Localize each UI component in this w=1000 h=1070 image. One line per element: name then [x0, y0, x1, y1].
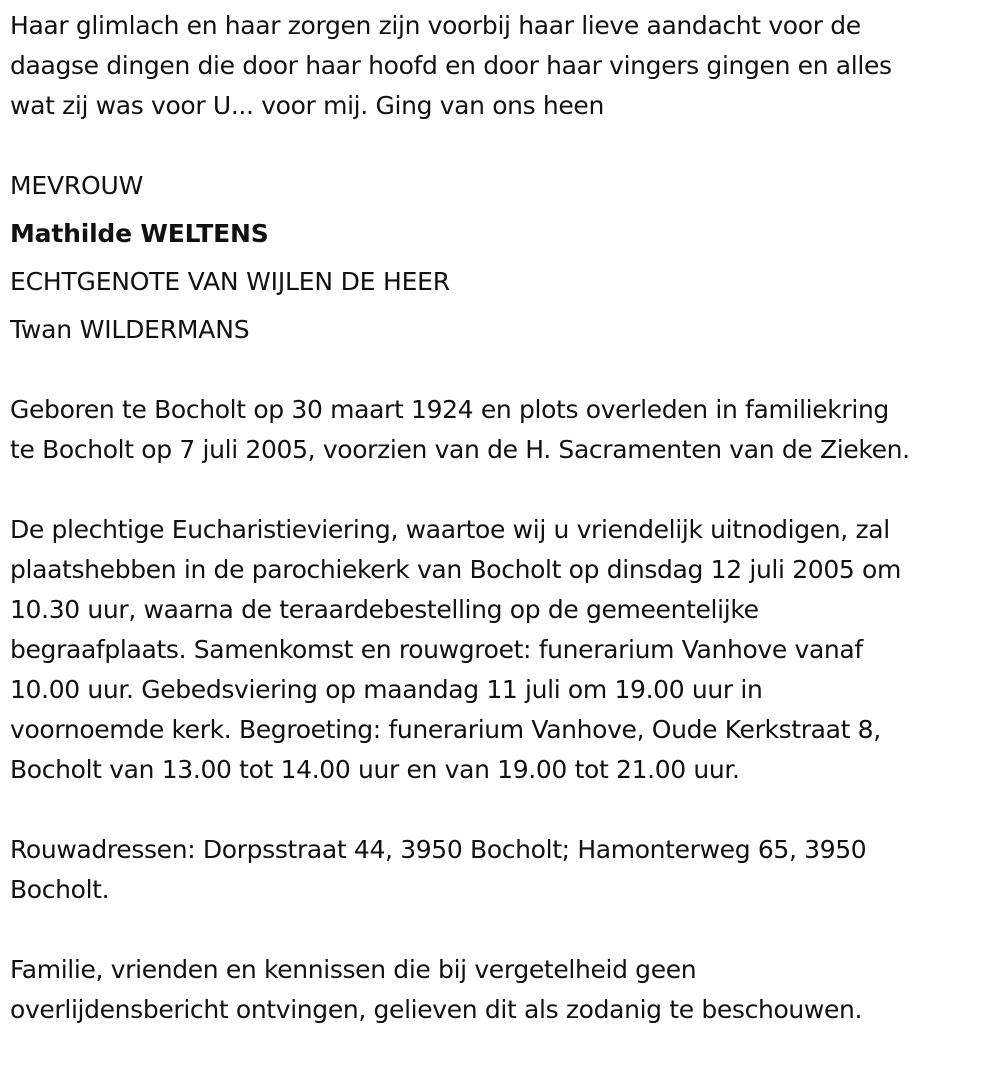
addresses-line: Rouwadressen: Dorpsstraat 44, 3950 Bocholt; Hamonterweg 65, 3950: [10, 835, 867, 864]
closing-paragraph: [10, 950, 990, 1030]
closing-line: Familie, vrienden en kennissen die bij vergetelheid geen: [10, 955, 697, 984]
birth-death-line: Geboren te Bocholt op 30 maart 1924 en plots overleden in familiekring: [10, 395, 889, 424]
ceremony-line: begraafplaats. Samenkomst en rouwgroet: funerarium Vanhove vanaf: [10, 635, 863, 664]
intro-line: wat zij was voor U... voor mij. Ging van ons heen: [10, 91, 604, 120]
closing-line: overlijdensbericht ontvingen, gelieven dit als zodanig te beschouwen.: [10, 995, 863, 1024]
spouse-name: Twan WILDERMANS: [10, 315, 250, 344]
deceased-header: [10, 166, 990, 350]
ceremony-line: voornoemde kerk. Begroeting: funerarium Vanhove, Oude Kerkstraat 8,: [10, 715, 881, 744]
birth-death-paragraph: [10, 390, 990, 470]
salutation: MEVROUW: [10, 171, 144, 200]
obituary-document: [10, 6, 990, 1070]
intro-paragraph: [10, 6, 990, 126]
birth-death-line: te Bocholt op 7 juli 2005, voorzien van de H. Sacramenten van de Zieken.: [10, 435, 910, 464]
addresses-line: Bocholt.: [10, 875, 110, 904]
intro-line: Haar glimlach en haar zorgen zijn voorbij haar lieve aandacht voor de: [10, 11, 861, 40]
ceremony-line: De plechtige Eucharistieviering, waartoe wij u vriendelijk uitnodigen, zal: [10, 515, 890, 544]
ceremony-line: Bocholt van 13.00 tot 14.00 uur en van 19.00 tot 21.00 uur.: [10, 755, 740, 784]
deceased-name: Mathilde WELTENS: [10, 219, 269, 248]
addresses-paragraph: [10, 830, 990, 910]
relation-text: ECHTGENOTE VAN WIJLEN DE HEER: [10, 267, 450, 296]
ceremony-paragraph: [10, 510, 990, 790]
ceremony-line: plaatshebben in de parochiekerk van Bocholt op dinsdag 12 juli 2005 om: [10, 555, 901, 584]
ceremony-line: 10.30 uur, waarna de teraardebestelling op de gemeentelijke: [10, 595, 759, 624]
intro-line: daagse dingen die door haar hoofd en door haar vingers gingen en alles: [10, 51, 892, 80]
ceremony-line: 10.00 uur. Gebedsviering op maandag 11 juli om 19.00 uur in: [10, 675, 763, 704]
